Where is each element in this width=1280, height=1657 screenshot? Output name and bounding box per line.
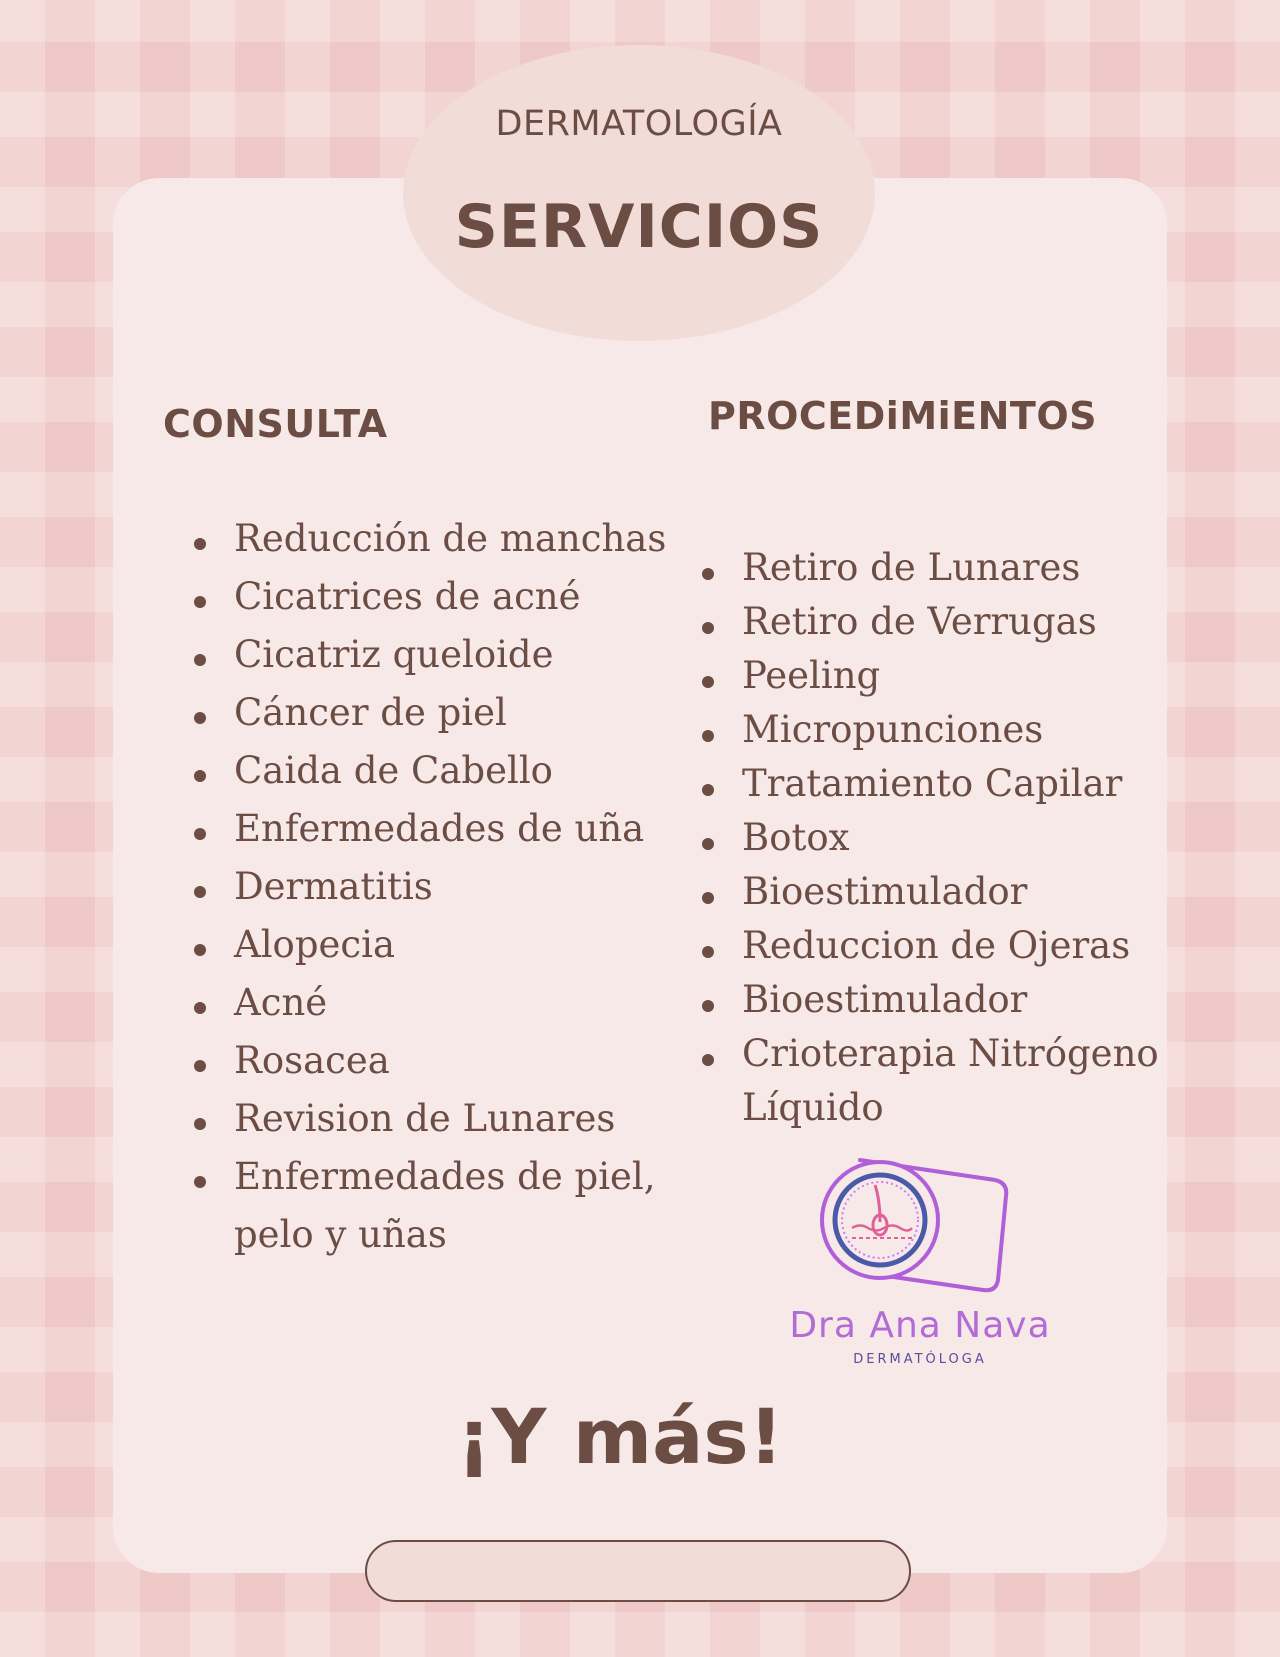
list-item: Peeling (698, 649, 1168, 703)
list-item: Botox (698, 811, 1168, 865)
list-item: Crioterapia Nitrógeno Líquido (698, 1027, 1168, 1135)
brand-name: Dra Ana Nava (789, 1305, 1051, 1346)
list-item: Rosacea (190, 1032, 690, 1090)
list-item: Enfermedades de piel, pelo y uñas (190, 1148, 690, 1264)
list-item: Bioestimulador (698, 865, 1168, 919)
procedimientos-heading: PROCEDiMiENTOS (708, 394, 1098, 438)
list-item: Caida de Cabello (190, 742, 690, 800)
list-item: Cáncer de piel (190, 684, 690, 742)
consulta-heading: CONSULTA (163, 402, 388, 446)
brand-subtitle: DERMATÓLOGA (853, 1352, 987, 1367)
footer-pill (365, 1540, 911, 1602)
list-item: Retiro de Lunares (698, 541, 1168, 595)
list-item: Dermatitis (190, 858, 690, 916)
department-label: DERMATOLOGÍA (495, 104, 783, 144)
list-item: Acné (190, 974, 690, 1032)
procedimientos-list (698, 541, 1168, 1135)
list-item: Revision de Lunares (190, 1090, 690, 1148)
list-item: Retiro de Verrugas (698, 595, 1168, 649)
consulta-list (190, 510, 690, 1264)
list-item: Cicatriz queloide (190, 626, 690, 684)
list-item: Micropunciones (698, 703, 1168, 757)
list-item: Cicatrices de acné (190, 568, 690, 626)
list-item: Bioestimulador (698, 973, 1168, 1027)
list-item: Reduccion de Ojeras (698, 919, 1168, 973)
hair-follicle-logo-icon (820, 1150, 1015, 1300)
list-item: Reducción de manchas (190, 510, 690, 568)
list-item: Tratamiento Capilar (698, 757, 1168, 811)
page-title: SERVICIOS (454, 192, 824, 262)
tagline: ¡Y más! (456, 1392, 784, 1481)
list-item: Enfermedades de uña (190, 800, 690, 858)
list-item: Alopecia (190, 916, 690, 974)
